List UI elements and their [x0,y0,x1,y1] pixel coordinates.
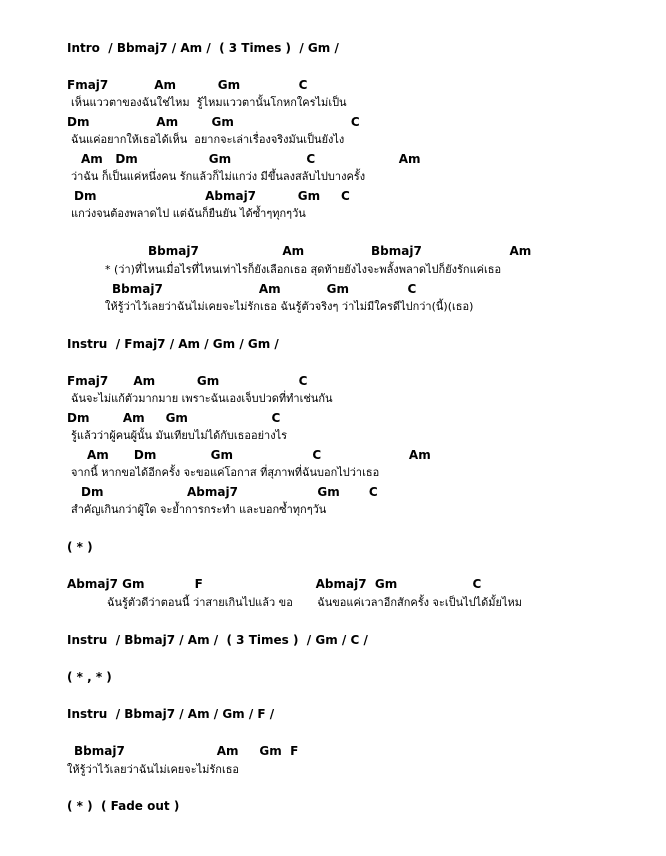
verse1-lyric-4: แกว่งจนต้องพลาดไป แต่ฉันก็ยืนยัน ได้ซ้ำๆทุกๆวัน [71,207,306,220]
verse2-chords-2: Dm Am Gm C [67,411,281,425]
verse2-lyric-3: จากนี้ หากขอได้อีกครั้ง จะขอแค่โอกาส ที่สุภาพที่ฉันบอกไปว่าเธอ [71,466,380,479]
intro-line: Intro / Bbmaj7 / Am / ( 3 Times ) / Gm / [67,41,339,55]
chorus-ref-1: ( * ) [67,540,93,554]
verse2-lyric-1: ฉันจะไม่แก้ตัวมากมาย เพราะฉันเองเจ็บปวดที่ทำเช่นกัน [71,392,333,405]
verse2-lyric-4: สำคัญเกินกว่าผู้ใด จะย้ำการกระทำ และบอกซ้ำทุกๆวัน [71,503,327,516]
verse1-chords-4: Dm Abmaj7 Gm C [74,189,350,203]
bridge-chords-1: Abmaj7 Gm F Abmaj7 Gm C [67,577,482,591]
verse2-lyric-2: รู้แล้วว่าผู้คนผู้นั้น มันเทียบไม่ได้กับเธออย่างไร [71,429,288,442]
instru-line-1: Instru / Fmaj7 / Am / Gm / Gm / [67,337,279,351]
verse2-chords-4: Dm Abmaj7 Gm C [81,485,378,499]
chorus-chords-1: Bbmaj7 Am Bbmaj7 Am [148,244,532,258]
verse1-chords-1: Fmaj7 Am Gm C [67,78,308,92]
chorus-chords-2: Bbmaj7 Am Gm C [112,282,417,296]
instru-line-2: Instru / Bbmaj7 / Am / ( 3 Times ) / Gm / C / [67,633,368,647]
chorus-ref-2: ( * , * ) [67,670,112,684]
verse1-lyric-1: เห็นแววตาของฉันใช่ไหม รู้ไหมแววตานั้นโกหกใครไม่เป็น [71,96,347,109]
chorus-lyric-2: ให้รู้ว่าไว้เลยว่าฉันไม่เคยจะไม่รักเธอ ฉันรู้ตัวจริงๆ ว่าไม่มีใครดีไปกว่า(นี้)(เธอ) [105,300,474,313]
verse1-chords-2: Dm Am Gm C [67,115,360,129]
verse1-chords-3: Am Dm Gm C Am [81,152,421,166]
bridge-lyric-1: ฉันรู้ตัวดีว่าตอนนี้ ว่าสายเกินไปแล้ว ขอ ฉันขอแค่เวลาอีกสักครั้ง จะเป็นไปได้มั้ยไหม [107,596,523,609]
verse2-chords-1: Fmaj7 Am Gm C [67,374,308,388]
ending-line: ( * ) ( Fade out ) [67,799,180,813]
verse2-chords-3: Am Dm Gm C Am [87,448,431,462]
outro-chords-1: Bbmaj7 Am Gm F [74,744,299,758]
chorus-lyric-1: * (ว่า)ที่ไหนเมื่อไรที่ไหนเท่าไรก็ยังเลือกเธอ สุดท้ายยังไงจะพลั้งพลาดไปก็ยังรักแค่เธอ [105,263,502,276]
verse1-lyric-2: ฉันแค่อยากให้เธอได้เห็น อยากจะเล่าเรื่องจริงมันเป็นยังไง [71,133,345,146]
instru-line-3: Instru / Bbmaj7 / Am / Gm / F / [67,707,275,721]
outro-lyric-1: ให้รู้ว่าไว้เลยว่าฉันไม่เคยจะไม่รักเธอ [67,763,240,776]
verse1-lyric-3: ว่าฉัน ก็เป็นแค่หนึ่งคน รักแล้วก็ไม่แกว่ง มีขึ้นลงสลับไปบางครั้ง [71,170,366,183]
